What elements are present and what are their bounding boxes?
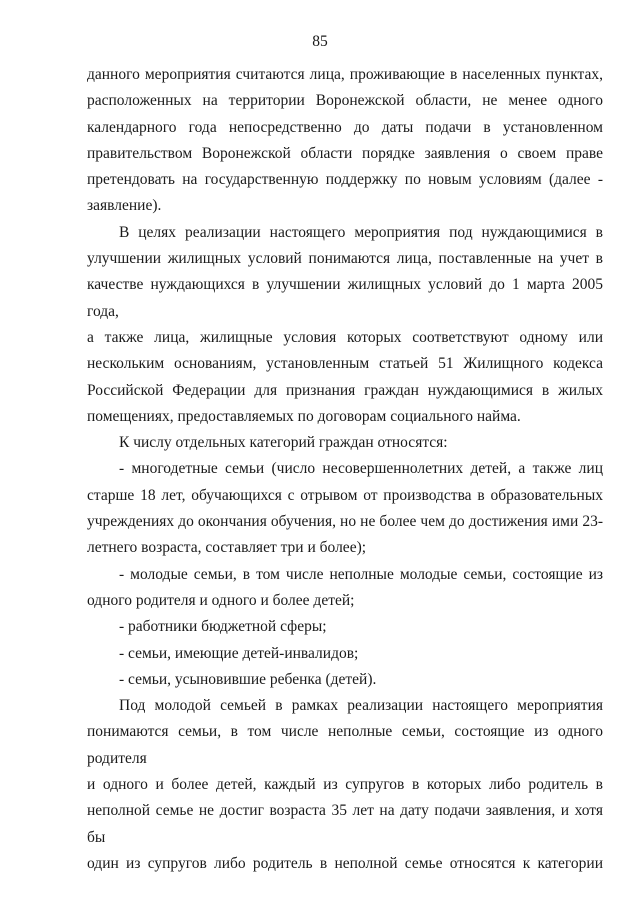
text-line: - семьи, усыновившие ребенка (детей). [119, 670, 377, 688]
text-line: летнего возраста, составляет три и более); [87, 539, 367, 557]
text-line: расположенных на территории Воронежской области, не менее одного [87, 92, 603, 110]
text-line: Российской Федерации для признания граждан нуждающимися в жилых [87, 381, 603, 399]
text-line: и одного и более детей, каждый из супругов в которых либо родитель в [87, 776, 603, 794]
text-line: понимаются семьи, в том числе неполные семьи, состоящие из одного родителя [87, 723, 603, 767]
text-line: нескольким основаниям, установленным статьей 51 Жилищного кодекса [87, 355, 603, 373]
text-line: помещениях, предоставляемых по договорам социального найма. [87, 407, 521, 425]
text-line: В целях реализации настоящего мероприятия под нуждающимися в [119, 223, 603, 241]
page-number: 85 [312, 33, 328, 50]
document-body [87, 62, 603, 877]
text-line: неполной семье не достиг возраста 35 лет на дату подачи заявления, и хотя бы [87, 802, 603, 846]
text-line: - семьи, имеющие детей-инвалидов; [119, 644, 359, 662]
text-line: улучшении жилищных условий понимаются лица, поставленные на учет в [87, 250, 603, 268]
text-line: - многодетные семьи (число несовершеннолетних детей, а также лиц [119, 460, 603, 478]
text-line: один из супругов либо родитель в неполной семье относятся к категории [87, 854, 603, 872]
text-line: - работники бюджетной сферы; [119, 618, 327, 636]
text-line: Под молодой семьей в рамках реализации настоящего мероприятия [119, 697, 603, 715]
text-line: качестве нуждающихся в улучшении жилищных условий до 1 марта 2005 года, [87, 276, 603, 320]
text-line: претендовать на государственную поддержку по новым условиям (далее - [87, 171, 603, 189]
text-line: календарного года непосредственно до даты подачи в установленном [87, 118, 603, 136]
text-line: данного мероприятия считаются лица, проживающие в населенных пунктах, [87, 66, 603, 83]
text-line: заявление). [87, 197, 162, 215]
text-line: К числу отдельных категорий граждан относятся: [119, 434, 448, 452]
text-line: - молодые семьи, в том числе неполные молодые семьи, состоящие из [119, 565, 603, 583]
text-line: старше 18 лет, обучающихся с отрывом от производства в образовательных [87, 486, 603, 504]
text-line: правительством Воронежской области порядке заявления о своем праве [87, 144, 603, 162]
text-line: а также лица, жилищные условия которых соответствуют одному или [87, 328, 603, 346]
text-line: одного родителя и одного и более детей; [87, 591, 355, 609]
text-line: учреждениях до окончания обучения, но не более чем до достижения ими 23- [87, 513, 603, 531]
